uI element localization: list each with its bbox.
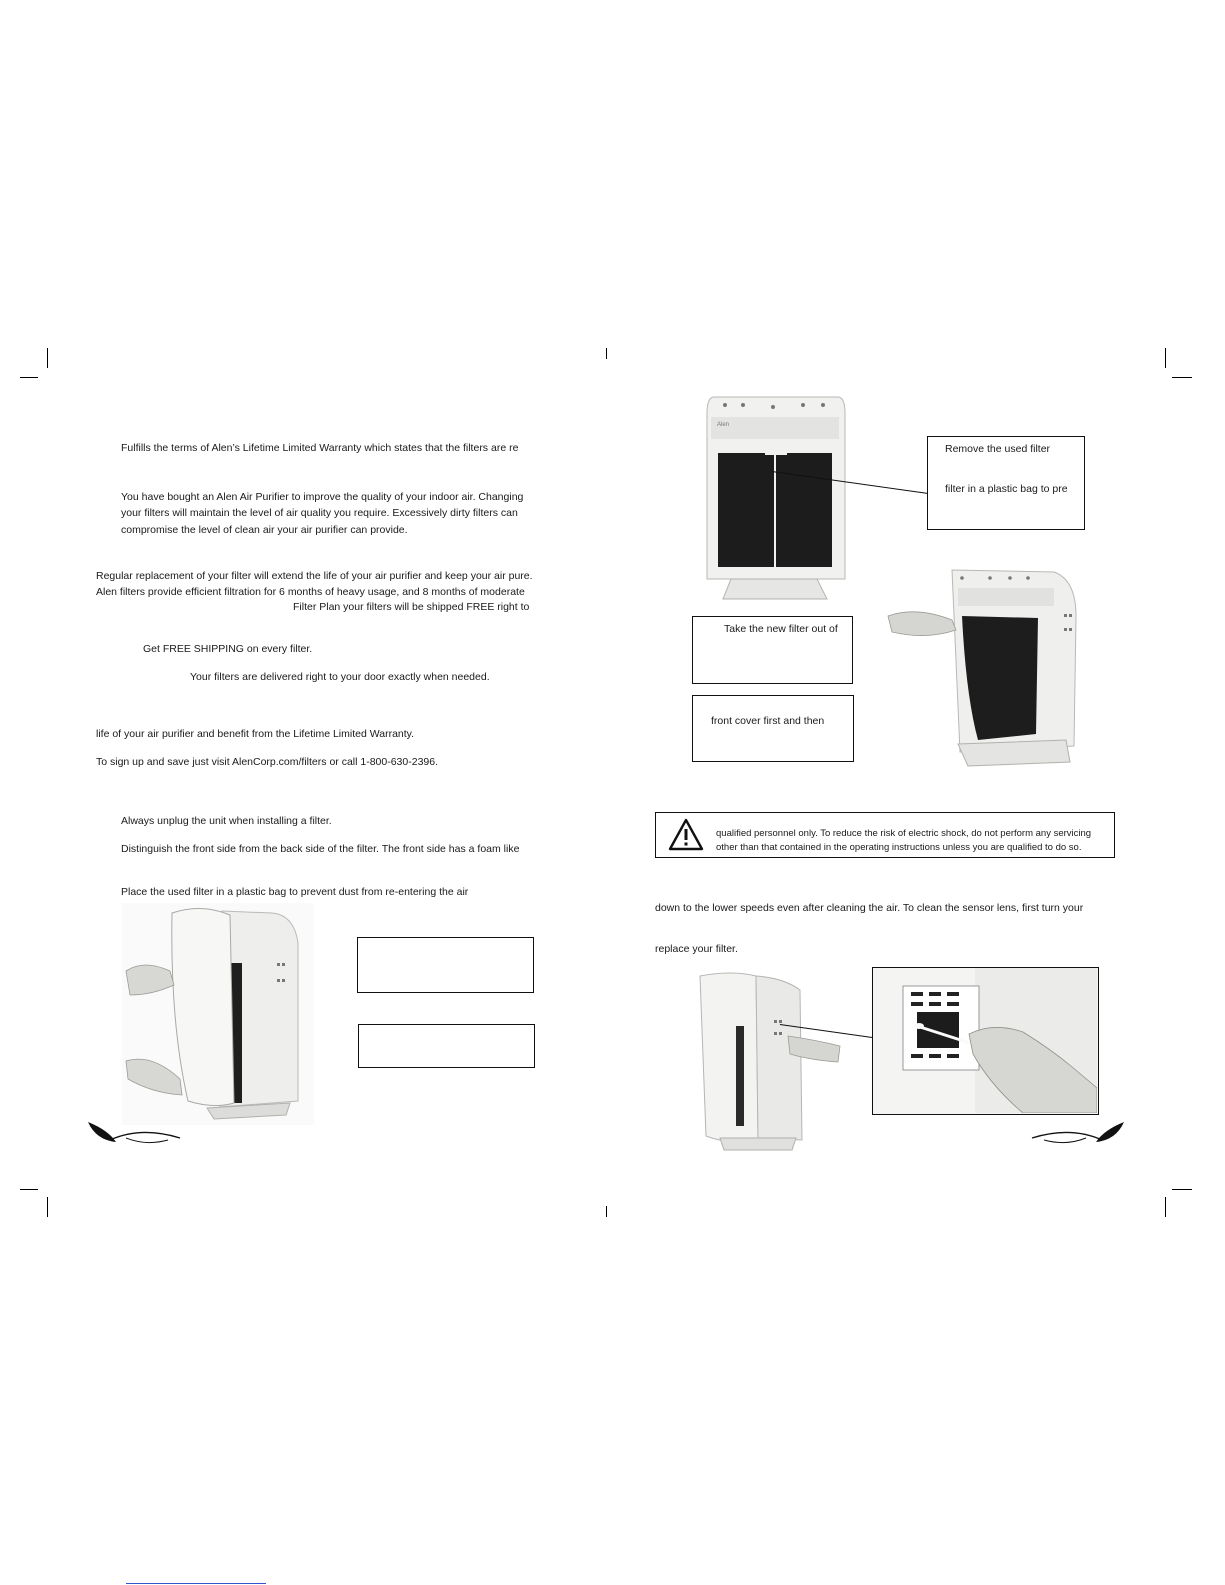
- crop-mark: [606, 1206, 607, 1217]
- leaf-ornament-icon: [1030, 1118, 1126, 1148]
- crop-mark: [47, 348, 48, 368]
- step-unplug: Always unplug the unit when installing a filter.: [121, 815, 332, 827]
- replacement-line-1: Regular replacement of your filter will extend the life of your air purifier and keep your air pure.: [96, 570, 533, 582]
- callout-remove-line-1: Remove the used filter: [945, 443, 1051, 455]
- callout-remove-line-2: filter in a plastic bag to pre: [945, 483, 1068, 495]
- sensor-text-line-2: replace your filter.: [655, 943, 738, 955]
- link-underline: [126, 1583, 266, 1584]
- warranty-text: Fulfills the terms of Alen’s Lifetime Limited Warranty which states that the filters are re: [121, 442, 519, 454]
- callout-new-filter: [692, 616, 853, 684]
- callout-box-empty-1: [357, 937, 534, 993]
- intro-line-1: You have bought an Alen Air Purifier to improve the quality of your indoor air. Changing: [121, 491, 524, 503]
- replacement-line-3: Filter Plan your filters will be shipped FREE right to: [293, 601, 530, 613]
- crop-mark: [606, 348, 607, 359]
- sensor-detail-frame: [872, 967, 1099, 1115]
- benefit-free-shipping: Get FREE SHIPPING on every filter.: [143, 643, 313, 655]
- sensor-unit-illustration: [692, 970, 842, 1152]
- crop-mark: [47, 1197, 48, 1217]
- callout-front-cover: [692, 695, 854, 762]
- crop-mark: [1165, 348, 1166, 368]
- replacement-line-2: Alen filters provide efficient filtration for 6 months of heavy usage, and 8 months of moderate: [96, 586, 525, 598]
- warning-triangle-icon: [668, 818, 704, 851]
- open-cover-illustration: [122, 903, 314, 1125]
- callout-new-filter-text: Take the new filter out of: [724, 623, 838, 635]
- intro-line-2: your filters will maintain the level of air quality you require. Excessively dirty filters can: [121, 507, 518, 519]
- warning-line-2: other than that contained in the operating instructions unless you are qualified to do so.: [716, 842, 1082, 853]
- callout-remove-filter: [927, 436, 1085, 530]
- step-plastic-bag: Place the used filter in a plastic bag to prevent dust from re-entering the air: [121, 886, 469, 898]
- intro-line-3: compromise the level of clean air your air purifier can provide.: [121, 524, 408, 536]
- benefit-delivery: Your filters are delivered right to your door exactly when needed.: [190, 671, 490, 683]
- callout-box-empty-2: [358, 1024, 535, 1068]
- sensor-text-line-1: down to the lower speeds even after cleaning the air. To clean the sensor lens, first turn your: [655, 902, 1084, 914]
- callout-front-cover-text: front cover first and then: [711, 715, 825, 727]
- filter-front-view-illustration: [705, 393, 847, 605]
- warranty-benefit-line: life of your air purifier and benefit from the Lifetime Limited Warranty.: [96, 728, 415, 740]
- brand-label: Alen: [717, 422, 730, 428]
- crop-mark: [1172, 1189, 1192, 1190]
- crop-mark: [1172, 377, 1192, 378]
- warning-line-1: qualified personnel only. To reduce the risk of electric shock, do not perform any servicing: [716, 828, 1092, 839]
- signup-line: To sign up and save just visit AlenCorp.com/filters or call 1-800-630-2396.: [96, 756, 439, 768]
- leaf-ornament-icon: [86, 1118, 182, 1148]
- step-front-side: Distinguish the front side from the back side of the filter. The front side has a foam like: [121, 843, 520, 855]
- crop-mark: [1165, 1197, 1166, 1217]
- crop-mark: [20, 377, 38, 378]
- warning-box: [655, 812, 1115, 858]
- insert-filter-illustration: [886, 566, 1080, 770]
- crop-mark: [20, 1189, 38, 1190]
- sensor-detail-illustration: [873, 968, 1097, 1113]
